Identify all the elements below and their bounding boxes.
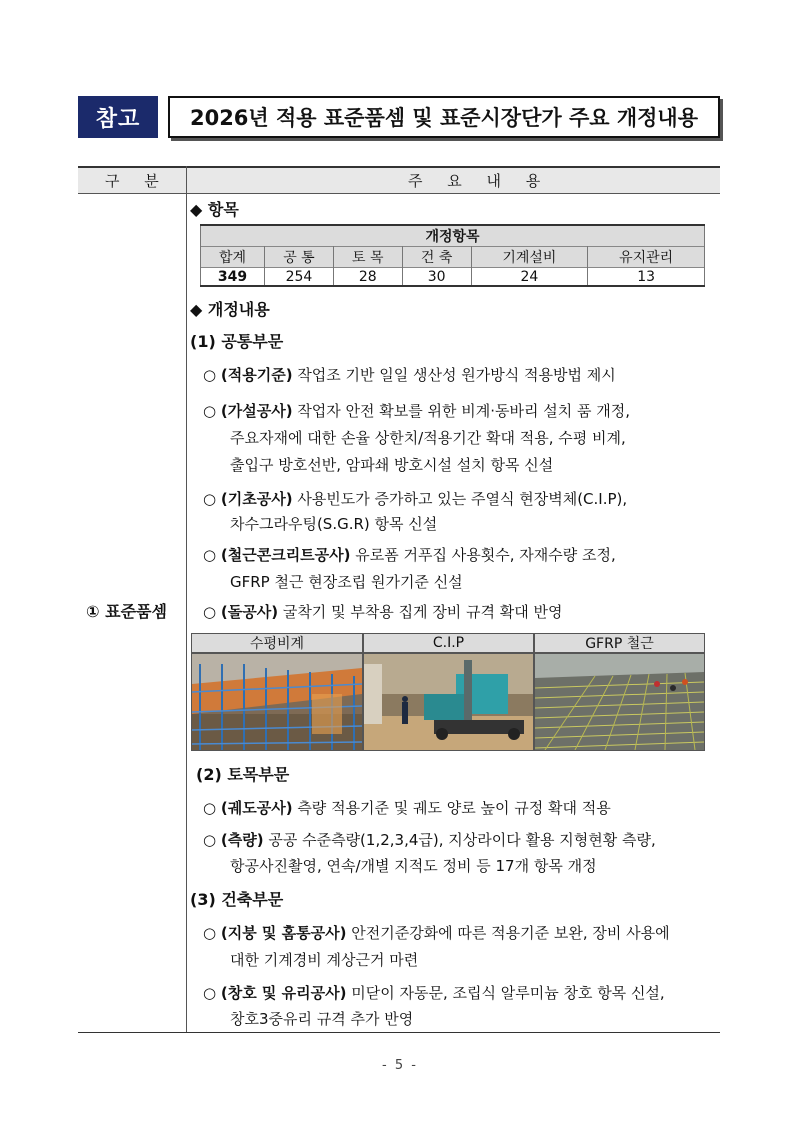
item-tag: (궤도공사) [220,799,293,817]
table-bottom-rule [78,1032,720,1033]
item-tag: (돌공사) [220,603,279,621]
list-item [203,400,630,421]
reference-badge: 참고 [78,96,158,138]
bullet-circle: ○ [203,603,217,621]
part3-heading: (3) 건축부문 [190,890,284,909]
item-tag: (기초공사) [220,490,293,508]
list-item [203,544,616,565]
column-header-content: 주 요 내 용 [408,172,551,190]
item-text: 작업자 안전 확보를 위한 비계·동바리 설치 품 개정, [292,402,631,420]
item-tag: (철근콘크리트공사) [220,546,351,564]
bullet-circle: ○ [203,831,217,849]
item-text-continued: 항공사진촬영, 연속/개별 지적도 정비 등 17개 항목 개정 [230,857,597,875]
item-text: 사용빈도가 증가하고 있는 주열식 현장벽체(C.I.P), [292,490,628,508]
items-val-mechanical: 24 [471,268,588,287]
list-item [203,922,670,943]
items-val-common: 254 [265,268,334,287]
items-heading: ◆ 항목 [190,200,239,219]
item-tag: (가설공사) [220,402,293,420]
table-header-background [78,167,720,193]
photo-caption-gfrp: GFRP 철근 [534,633,705,653]
items-col-maintenance: 유지관리 [588,247,705,268]
scaffold-photo [191,653,363,751]
list-item [203,364,616,385]
bullet-circle: ○ [203,402,217,420]
bullet-circle: ○ [203,924,217,942]
part1-heading: (1) 공통부문 [190,332,284,351]
item-text-continued: 차수그라우팅(S.G.R) 항목 신설 [230,515,438,533]
item-text-continued: 대한 기계경비 계상근거 마련 [230,951,419,969]
items-val-civil: 28 [333,268,402,287]
item-text-continued: 창호3중유리 규격 추가 반영 [230,1010,414,1028]
page-title: 2026년 적용 표준품셈 및 표준시장단가 주요 개정내용 [168,96,720,138]
part2-heading: (2) 토목부문 [196,765,290,784]
row-label-standard: ① 표준품셈 [86,602,167,621]
photo-caption-cip: C.I.P [363,633,534,653]
item-text-continued: 주요자재에 대한 손율 상한치/적용기간 확대 적용, 수평 비계, [230,429,626,447]
item-text: 측량 적용기준 및 궤도 양로 높이 규정 확대 적용 [292,799,611,817]
table-header-rule [78,193,720,194]
bullet-circle: ○ [203,366,217,384]
bullet-circle: ○ [203,984,217,1002]
item-text: 공공 수준측량(1,2,3,4급), 지상라이다 활용 지형현황 측량, [263,831,656,849]
column-header-category: 구 분 [105,172,169,190]
changes-heading: ◆ 개정내용 [190,300,270,319]
page-number: - 5 - [382,1058,418,1073]
item-text-continued: 출입구 방호선반, 암파쇄 방호시설 설치 항목 신설 [230,456,554,474]
list-item [203,829,656,850]
items-col-common: 공 통 [265,247,334,268]
item-tag: (지붕 및 홈통공사) [220,924,347,942]
item-text: 미닫이 자동문, 조립식 알루미늄 창호 항목 신설, [346,984,665,1002]
table-column-divider [186,166,187,1032]
bullet-circle: ○ [203,490,217,508]
item-tag: (적용기준) [220,366,293,384]
item-text-continued: GFRP 철근 현장조립 원가기준 신설 [230,573,463,591]
bullet-circle: ○ [203,799,217,817]
items-col-civil: 토 목 [333,247,402,268]
cip-photo [363,653,534,751]
items-val-total: 349 [201,268,265,287]
table-top-rule [78,166,720,168]
items-val-building: 30 [402,268,471,287]
items-col-mechanical: 기계설비 [471,247,588,268]
items-table-title: 개정항목 [201,225,705,247]
gfrp-photo [534,653,705,751]
item-tag: (창호 및 유리공사) [220,984,347,1002]
bullet-circle: ○ [203,546,217,564]
item-text: 작업조 기반 일일 생산성 원가방식 적용방법 제시 [292,366,616,384]
items-col-building: 건 축 [402,247,471,268]
list-item [203,797,611,818]
list-item [203,601,563,622]
list-item [203,488,627,509]
item-text: 안전기준강화에 따른 적용기준 보완, 장비 사용에 [346,924,670,942]
item-tag: (측량) [220,831,264,849]
items-val-maintenance: 13 [588,268,705,287]
items-col-total: 합계 [201,247,265,268]
list-item [203,982,665,1003]
photo-caption-scaffold: 수평비계 [191,633,363,653]
items-table [200,224,705,287]
item-text: 굴착기 및 부착용 집게 장비 규격 확대 반영 [278,603,563,621]
item-text: 유로폼 거푸집 사용횟수, 자재수량 조정, [350,546,616,564]
